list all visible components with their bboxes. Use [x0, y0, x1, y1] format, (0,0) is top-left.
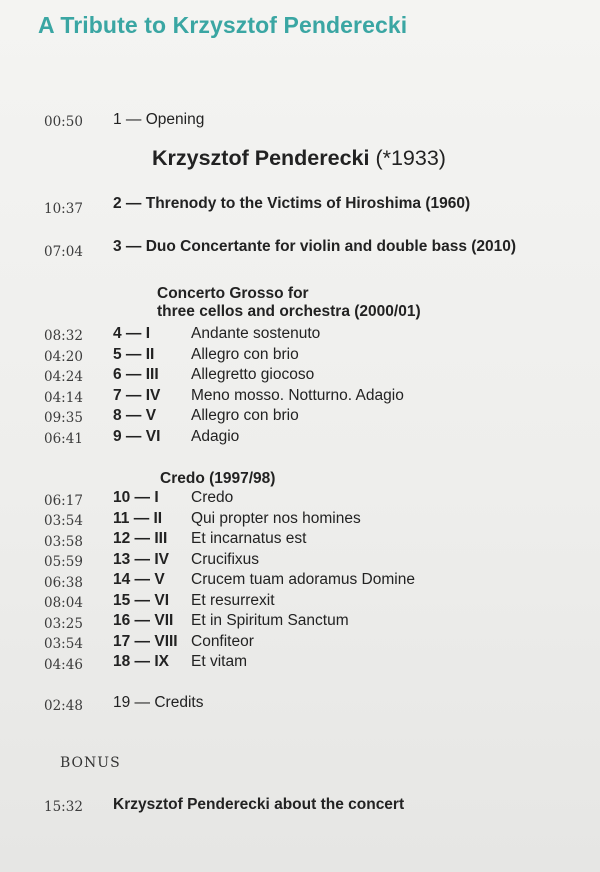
track-title: Allegro con brio — [191, 407, 299, 424]
track-title: Adagio — [191, 428, 240, 445]
track-title: 3 — Duo Concertante for violin and double bass (2010) — [113, 238, 517, 255]
track-title: Confiteor — [191, 633, 254, 650]
track-time: 03:54 — [44, 513, 83, 529]
track-title: Crucem tuam adoramus Domine — [191, 571, 415, 588]
track-number: 12 — III — [113, 530, 168, 547]
work-heading-sub: three cellos and orchestra (2000/01) — [157, 303, 421, 320]
track-title: Crucifixus — [191, 551, 260, 568]
track-number: 7 — IV — [113, 387, 161, 404]
track-title: Credo — [191, 489, 234, 506]
track-time: 04:24 — [44, 369, 83, 385]
track-time: 04:46 — [44, 657, 83, 673]
composer-heading — [152, 146, 446, 171]
track-time: 02:48 — [44, 698, 83, 714]
track-time: 07:04 — [44, 244, 83, 260]
track-title: Meno mosso. Notturno. Adagio — [191, 387, 404, 404]
track-time: 03:25 — [44, 616, 83, 632]
track-time: 06:38 — [44, 575, 83, 591]
track-title: Allegro con brio — [191, 346, 299, 363]
track-title: Et in Spiritum Sanctum — [191, 612, 349, 629]
track-title: Andante sostenuto — [191, 325, 321, 342]
track-time: 04:20 — [44, 349, 83, 365]
track-number: 6 — III — [113, 366, 159, 383]
track-number: 5 — II — [113, 346, 155, 363]
track-time: 15:32 — [44, 799, 83, 815]
track-title: Et incarnatus est — [191, 530, 307, 547]
track-time: 06:41 — [44, 431, 83, 447]
track-time: 06:17 — [44, 493, 83, 509]
track-title: Et vitam — [191, 653, 247, 670]
composer-born: (*1933) — [375, 146, 446, 170]
track-time: 10:37 — [44, 201, 83, 217]
track-time: 08:04 — [44, 595, 83, 611]
track-title: Qui propter nos homines — [191, 510, 361, 527]
track-title: Allegretto giocoso — [191, 366, 315, 383]
page-title: A Tribute to Krzysztof Penderecki — [38, 12, 408, 38]
track-number: 13 — IV — [113, 551, 169, 568]
track-number: 4 — I — [113, 325, 151, 342]
track-number: 15 — VI — [113, 592, 169, 609]
track-time: 08:32 — [44, 328, 83, 344]
track-time: 09:35 — [44, 410, 83, 426]
bonus-heading: BONUS — [60, 755, 121, 771]
track-title: Et resurrexit — [191, 592, 275, 609]
track-title: 1 — Opening — [113, 111, 205, 128]
track-number: 11 — II — [113, 510, 163, 527]
track-number: 17 — VIII — [113, 633, 178, 650]
track-number: 14 — V — [113, 571, 165, 588]
track-number: 9 — VI — [113, 428, 161, 445]
track-number: 8 — V — [113, 407, 157, 424]
track-time: 03:54 — [44, 636, 83, 652]
track-title: 2 — Threnody to the Victims of Hiroshima (1960) — [113, 195, 471, 212]
track-number: 10 — I — [113, 489, 159, 506]
track-time: 03:58 — [44, 534, 83, 550]
work-heading: Concerto Grosso for — [157, 285, 309, 302]
track-time: 00:50 — [44, 114, 83, 130]
composer-name: Krzysztof Penderecki — [152, 146, 370, 170]
track-time: 04:14 — [44, 390, 83, 406]
track-number: 18 — IX — [113, 653, 169, 670]
work-heading: Credo (1997/98) — [160, 470, 276, 487]
track-title: 19 — Credits — [113, 694, 204, 711]
bonus-title: Krzysztof Penderecki about the concert — [113, 796, 405, 813]
track-number: 16 — VII — [113, 612, 174, 629]
track-time: 05:59 — [44, 554, 83, 570]
